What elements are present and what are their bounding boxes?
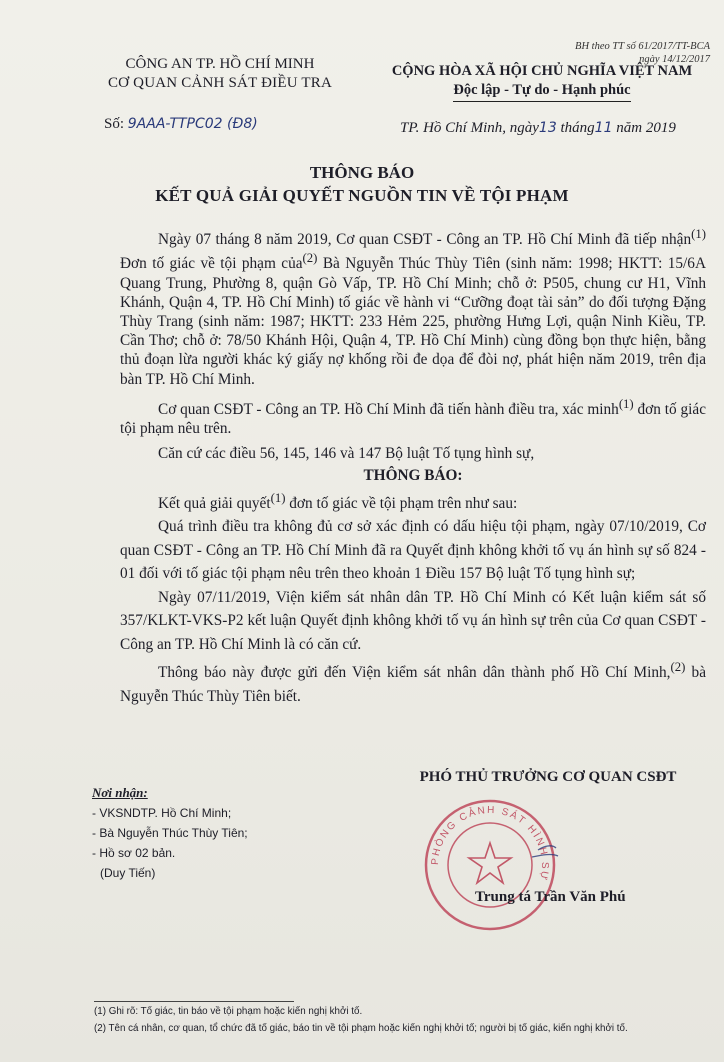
paragraph-decision: Quá trình điều tra không đủ cơ sở xác định có dấu hiệu tội phạm, ngày 07/10/2019, Cơ quan CSĐT - Công an TP. Hồ Chí Minh đã ra Quyết định không khởi tố vụ án hình sự số 824 - 01 đối với tố giác tội phạm nêu trên theo khoản 1 Điều 157 Bộ luật Tố tụng hình sự; (120, 518, 706, 583)
recipient-item: - Hồ sơ 02 bản. (92, 846, 176, 860)
recipient-item: (Duy Tiến) (100, 866, 156, 880)
agency-parent: CÔNG AN TP. HỒ CHÍ MINH (125, 56, 315, 72)
stamp-text: PHÒNG CẢNH SÁT HÌNH SỰ (429, 804, 551, 883)
date-day: 13 (538, 120, 557, 136)
paragraph-recipients-part2: bà Nguyễn Thúc Thùy Tiên biết. (120, 664, 706, 705)
national-motto: Độc lập - Tự do - Hạnh phúc (453, 81, 630, 102)
form-reference-line2: ngày 14/12/2017 (639, 54, 710, 65)
paragraph-procuracy: Ngày 07/11/2019, Viện kiểm sát nhân dân TP. Hồ Chí Minh có Kết luận kiểm sát số 357/KLKT-VKS-P2 kết luận Quyết định không khởi tố vụ án hình sự trên của Cơ quan CSĐT - Công an TP. Hồ Chí Minh là có căn cứ. (120, 588, 706, 653)
paragraph-result-part2: đơn tố giác về tội phạm trên như sau: (285, 494, 518, 512)
national-title: CỘNG HÒA XÃ HỘI CHỦ NGHĨA VIỆT NAM (391, 63, 693, 79)
document-date (400, 120, 676, 137)
paragraph-investigation-part2: đơn tố giác tội phạm nêu trên. (120, 400, 706, 438)
footnotes (94, 1003, 714, 1037)
footnote-marker: (2) (302, 251, 318, 266)
paragraph-receipt-part1: Ngày 07 tháng 8 năm 2019, Cơ quan CSĐT - Công an TP. Hồ Chí Minh đã tiếp nhận (158, 231, 692, 249)
paragraph-receipt-part3: Bà Nguyễn Thúc Thùy Tiên (sinh năm: 1998; HKTT: 15/6A Quang Trung, Phường 8, quận Gò Vấp, TP. Hồ Chí Minh; chỗ ở: P505, chung cư H1, Vĩnh Khánh, Quận 4, TP. Hồ Chí Minh) tố giác về hành vi “Cưỡng đoạt tài sản” do đối tượng Đặng Thùy Trang (sinh năm: 1987; HKTT: 233 Hẻm 225, phường Hưng Lợi, quận Ninh Kiều, TP. Cần Thơ; chỗ ở: 78/50 Khánh Hội, Quận 4, TP. Hồ Chí Minh) cùng đồng bọn thực hiện, bằng thủ đoạn lừa người khác ký giấy nợ khống rồi đe dọa để đòi nợ, phát hiện năm 2019, trên địa bàn TP. Hồ Chí Minh. (120, 255, 706, 388)
notice-heading: THÔNG BÁO: (363, 466, 463, 484)
document-body (120, 225, 724, 708)
agency-header (70, 55, 370, 93)
document-subtitle: KẾT QUẢ GIẢI QUYẾT NGUỒN TIN VỀ TỘI PHẠM (155, 186, 569, 205)
paragraph-investigation-part1: Cơ quan CSĐT - Công an TP. Hồ Chí Minh đã tiến hành điều tra, xác minh (158, 400, 619, 418)
paragraph-investigation (120, 395, 706, 439)
official-seal-stamp (420, 795, 560, 935)
footnote-divider (94, 1001, 294, 1002)
paragraph-result-part1: Kết quả giải quyết (158, 494, 271, 512)
form-reference-line1: BH theo TT số 61/2017/TT-BCA (575, 41, 710, 52)
document-number-value: 9AAA-TTPC02 (Đ8) (127, 116, 258, 132)
date-prefix: TP. Hồ Chí Minh, ngày (400, 120, 539, 136)
paragraph-result (120, 487, 706, 516)
document-number-label: Số: (104, 116, 128, 132)
signature-title: PHÓ THỦ TRƯỞNG CƠ QUAN CSĐT (419, 769, 677, 785)
paragraph-recipients-notice (120, 656, 706, 708)
agency-name: CƠ QUAN CẢNH SÁT ĐIỀU TRA (107, 75, 333, 91)
recipients-list (92, 783, 382, 883)
document-title: THÔNG BÁO (309, 163, 415, 182)
recipient-item: - VKSNDTP. Hồ Chí Minh; (92, 806, 232, 820)
footnote-marker: (2) (670, 660, 686, 675)
paragraph-receipt-part2: Đơn tố giác về tội phạm của (120, 255, 303, 273)
footnote-marker: (1) (270, 490, 286, 505)
paragraph-receipt (120, 225, 706, 389)
paragraph-recipients-part1: Thông báo này được gửi đến Viện kiểm sát nhân dân thành phố Hồ Chí Minh, (158, 664, 671, 682)
recipients-heading: Nơi nhận: (92, 785, 148, 800)
document-number (104, 116, 258, 133)
national-header (372, 62, 712, 102)
paragraph-legal-basis: Căn cứ các điều 56, 145, 146 và 147 Bộ luật Tố tụng hình sự, (158, 445, 535, 463)
notice-content (120, 487, 706, 709)
signer-name: Trung tá Trần Văn Phú (475, 889, 626, 905)
footnote-1: (1) Ghi rõ: Tố giác, tin báo về tội phạm hoặc kiến nghị khởi tố. (94, 1006, 363, 1017)
footnote-marker: (1) (618, 396, 634, 411)
footnote-marker: (1) (691, 227, 706, 241)
footnote-2: (2) Tên cá nhân, cơ quan, tổ chức đã tố giác, báo tin về tội phạm hoặc kiến nghị khởi tố; người bị tố giác, kiến nghị khởi tố. (94, 1023, 628, 1034)
date-month: 11 (594, 120, 613, 136)
star-icon (469, 843, 511, 883)
date-year: năm 2019 (616, 120, 676, 136)
date-month-label: tháng (560, 120, 595, 136)
recipient-item: - Bà Nguyễn Thúc Thùy Tiên; (92, 826, 248, 840)
